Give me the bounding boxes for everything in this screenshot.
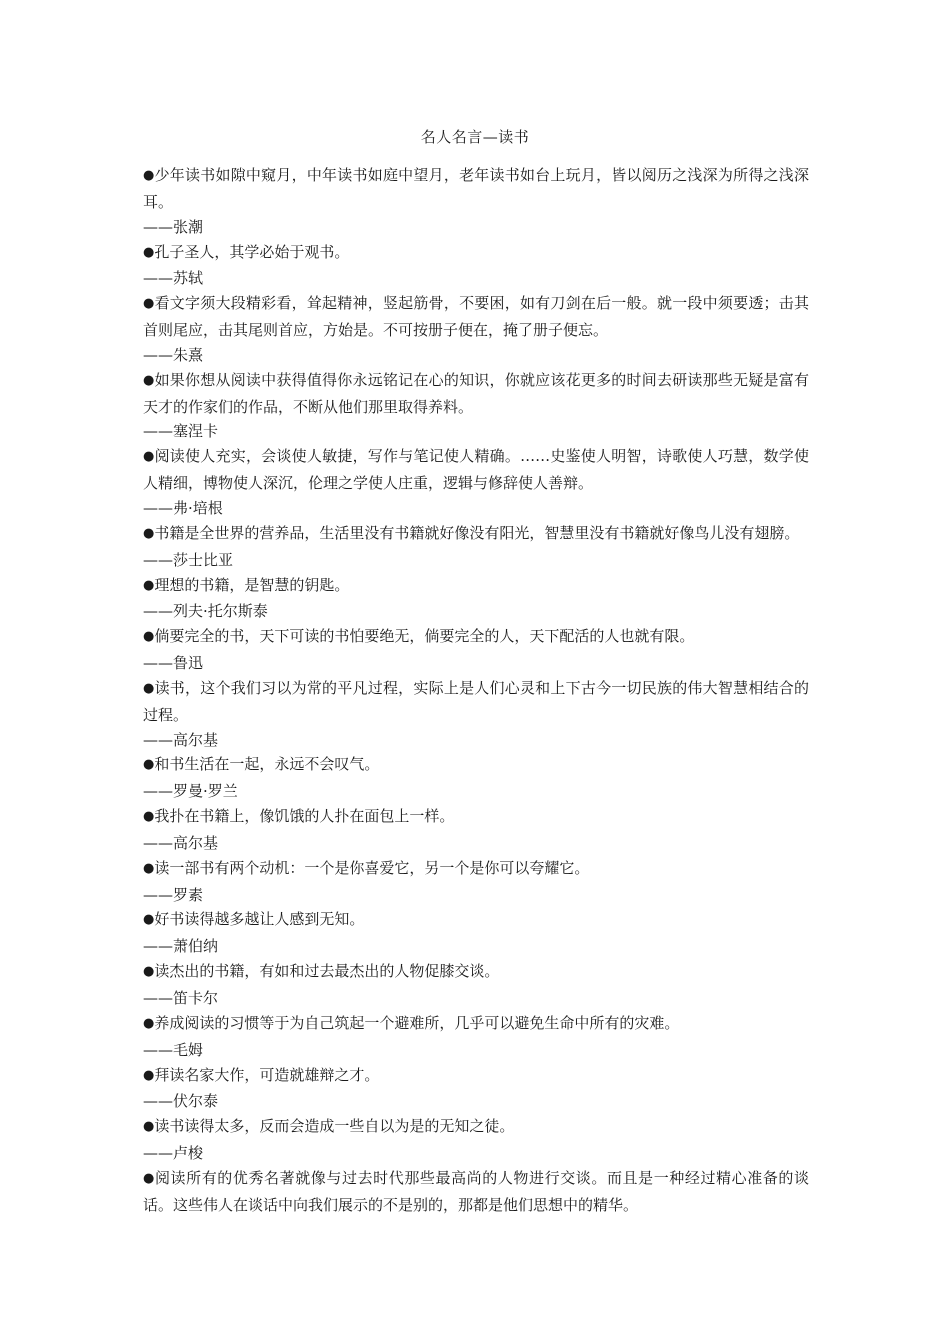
quote-body: 理想的书籍，是智慧的钥匙。 bbox=[154, 575, 350, 594]
quote-author: ——弗·培根 bbox=[143, 498, 223, 517]
quote-body: 读书，这个我们习以为常的平凡过程，实际上是人们心灵和上下古今一切民族的伟大智慧相结合的过程。 bbox=[143, 678, 809, 724]
quote-text bbox=[143, 804, 809, 831]
quote-body: 和书生活在一起，永远不会叹气。 bbox=[154, 755, 380, 774]
bullet-icon: ● bbox=[143, 296, 155, 312]
quote-body: 倘要完全的书，天下可读的书怕要绝无，倘要完全的人，天下配活的人也就有限。 bbox=[154, 627, 695, 646]
quote-text bbox=[143, 907, 809, 934]
quote-text bbox=[143, 240, 809, 267]
quote-body: 读书读得太多，反而会造成一些自以为是的无知之徒。 bbox=[154, 1117, 515, 1136]
quote-author: ——苏轼 bbox=[143, 269, 204, 288]
bullet-icon: ● bbox=[143, 629, 155, 645]
bullet-icon: ● bbox=[143, 1119, 155, 1135]
quote-author: ——毛姆 bbox=[143, 1040, 204, 1059]
quote-text bbox=[143, 856, 809, 883]
quote-author: ——塞涅卡 bbox=[143, 422, 219, 441]
quote-text bbox=[143, 959, 809, 986]
quote-author: ——高尔基 bbox=[143, 730, 219, 749]
quote-author: ——张潮 bbox=[143, 217, 204, 236]
bullet-icon: ● bbox=[143, 449, 155, 465]
quote-body: 孔子圣人，其学必始于观书。 bbox=[154, 242, 350, 261]
quote-body: 拜读名家大作，可造就雄辩之才。 bbox=[154, 1065, 380, 1084]
quote-body: 阅读所有的优秀名著就像与过去时代那些最高尚的人物进行交谈。而且是一种经过精心准备的谈话。这些伟人在谈话中向我们展示的不是别的，那都是他们思想中的精华。 bbox=[143, 1168, 809, 1214]
quote-text bbox=[143, 676, 809, 728]
bullet-icon: ● bbox=[143, 244, 155, 260]
quote-text bbox=[143, 624, 809, 651]
quote-author: ——伏尔泰 bbox=[143, 1092, 219, 1111]
bullet-icon: ● bbox=[143, 757, 155, 773]
quote-author: ——朱熹 bbox=[143, 345, 204, 364]
quote-text bbox=[143, 752, 809, 779]
bullet-icon: ● bbox=[143, 809, 155, 825]
bullet-icon: ● bbox=[143, 964, 155, 980]
quote-body: 看文字须大段精彩看，耸起精神，竖起筋骨，不要困，如有刀剑在后一般。就一段中须要透；击其首则尾应，击其尾则首应，方始是。不可按册子便在，掩了册子便忘。 bbox=[143, 294, 809, 340]
quote-author: ——莎士比亚 bbox=[143, 550, 234, 569]
quote-text bbox=[143, 163, 809, 215]
quote-text bbox=[143, 1063, 809, 1090]
quote-text bbox=[143, 1114, 809, 1141]
quote-text bbox=[143, 521, 809, 548]
bullet-icon: ● bbox=[143, 1067, 155, 1083]
bullet-icon: ● bbox=[143, 372, 155, 388]
quote-body: 读杰出的书籍，有如和过去最杰出的人物促膝交谈。 bbox=[154, 962, 500, 981]
quote-author: ——列夫·托尔斯泰 bbox=[143, 602, 268, 621]
bullet-icon: ● bbox=[143, 1015, 155, 1031]
bullet-icon: ● bbox=[143, 680, 155, 696]
quote-text bbox=[143, 1166, 809, 1218]
bullet-icon: ● bbox=[143, 912, 155, 928]
quote-text bbox=[143, 444, 809, 496]
quote-author: ——萧伯纳 bbox=[143, 937, 219, 956]
quote-body: 如果你想从阅读中获得值得你永远铭记在心的知识，你就应该花更多的时间去研读那些无疑是富有天才的作家们的作品，不断从他们那里取得养料。 bbox=[143, 370, 809, 416]
bullet-icon: ● bbox=[143, 525, 155, 541]
quote-text bbox=[143, 368, 809, 420]
bullet-icon: ● bbox=[143, 860, 155, 876]
quote-body: 我扑在书籍上，像饥饿的人扑在面包上一样。 bbox=[154, 807, 455, 826]
quote-body: 养成阅读的习惯等于为自己筑起一个避难所，几乎可以避免生命中所有的灾难。 bbox=[154, 1013, 680, 1032]
bullet-icon: ● bbox=[143, 168, 155, 183]
quote-author: ——鲁迅 bbox=[143, 654, 204, 673]
quote-body: 好书读得越多越让人感到无知。 bbox=[154, 910, 365, 929]
page-title: 名人名言—读书 bbox=[420, 128, 530, 146]
quote-body: 少年读书如隙中窥月，中年读书如庭中望月，老年读书如台上玩月，皆以阅历之浅深为所得之浅深耳。 bbox=[143, 166, 809, 211]
quote-author: ——罗曼·罗兰 bbox=[143, 782, 238, 801]
quote-author: ——卢梭 bbox=[143, 1144, 204, 1163]
quote-body: 书籍是全世界的营养品，生活里没有书籍就好像没有阳光，智慧里没有书籍就好像鸟儿没有翅膀。 bbox=[154, 523, 800, 542]
bullet-icon: ● bbox=[143, 577, 155, 593]
quote-author: ——罗素 bbox=[143, 885, 204, 904]
quote-body: 读一部书有两个动机：一个是你喜爱它，另一个是你可以夸耀它。 bbox=[154, 858, 590, 877]
quote-text bbox=[143, 291, 809, 343]
bullet-icon: ● bbox=[143, 1170, 155, 1186]
quote-text bbox=[143, 573, 809, 600]
quote-text bbox=[143, 1011, 809, 1038]
quote-body: 阅读使人充实，会谈使人敏捷，写作与笔记使人精确。……史鉴使人明智，诗歌使人巧慧，数学使人精细，博物使人深沉，伦理之学使人庄重，逻辑与修辞使人善辩。 bbox=[143, 447, 809, 493]
quote-author: ——高尔基 bbox=[143, 833, 219, 852]
quote-list bbox=[143, 163, 809, 1218]
quote-author: ——笛卡尔 bbox=[143, 989, 219, 1007]
